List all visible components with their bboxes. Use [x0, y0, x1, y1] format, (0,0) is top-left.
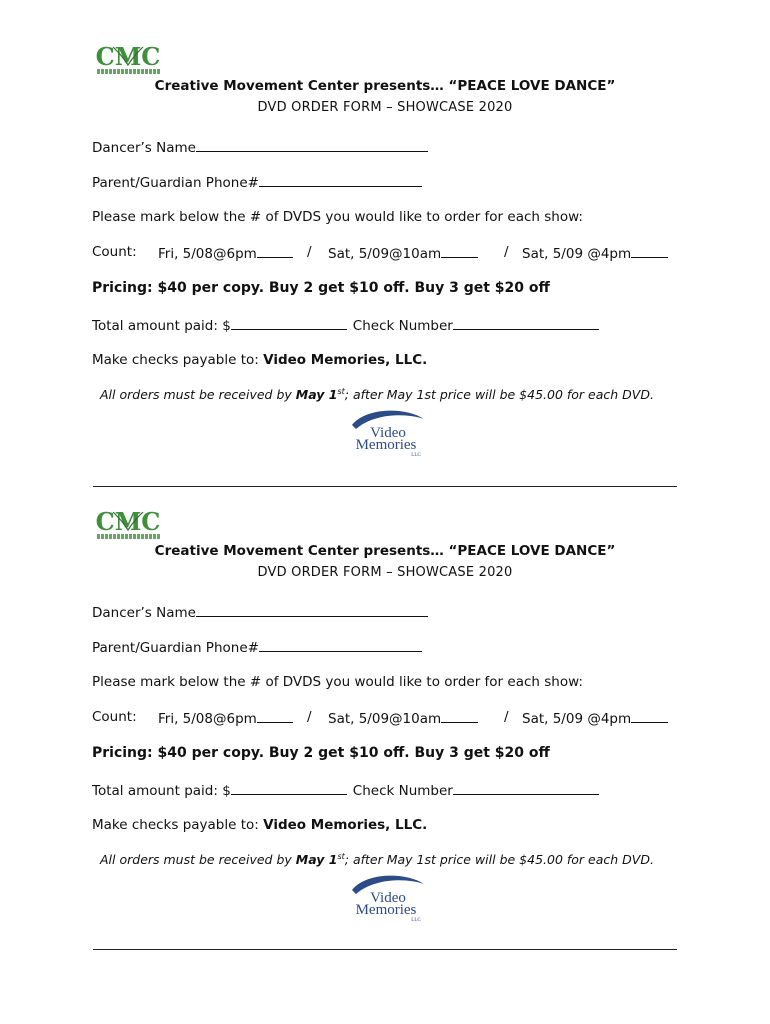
form-subtitle: DVD ORDER FORM – SHOWCASE 2020 — [257, 100, 513, 115]
show-sat-4pm-label: Sat, 5/09 @4pm — [522, 246, 632, 262]
count-label: Count: — [92, 709, 137, 725]
parent-phone-field[interactable] — [259, 638, 422, 652]
count-label: Count: — [92, 244, 137, 260]
cmc-logo-icon — [95, 508, 161, 534]
cut-line-divider — [93, 949, 677, 950]
video-memories-logo — [344, 405, 428, 457]
show-sat-10am-label: Sat, 5/09@10am — [328, 711, 442, 727]
show-fri-6pm-label: Fri, 5/08@6pm — [158, 246, 257, 262]
total-paid-field[interactable] — [231, 781, 347, 795]
separator: / — [504, 709, 509, 725]
show-sat-10am-label: Sat, 5/09@10am — [328, 246, 442, 262]
order-form-bottom — [0, 465, 770, 930]
parent-phone-label: Parent/Guardian Phone# — [92, 175, 259, 191]
cmc-logo — [95, 43, 161, 77]
parent-phone-row — [92, 173, 422, 191]
deadline-date: May 1 — [295, 387, 338, 403]
deadline-note-suffix: ; after May 1st price will be $45.00 for each DVD. — [344, 387, 654, 403]
order-form-top — [0, 0, 770, 465]
total-paid-label: Total amount paid: $ — [92, 318, 231, 334]
count-row — [92, 709, 682, 729]
checks-payee: Video Memories, LLC. — [263, 817, 428, 833]
parent-phone-label: Parent/Guardian Phone# — [92, 640, 259, 656]
show-sat-4pm — [522, 709, 668, 727]
instructions-text: Please mark below the # of DVDS you would like to order for each show: — [92, 674, 583, 690]
show-fri-6pm — [158, 244, 293, 262]
show-sat-4pm-label: Sat, 5/09 @4pm — [522, 711, 632, 727]
show-sat-10am-field[interactable] — [441, 709, 478, 723]
dancer-name-label: Dancer’s Name — [92, 605, 196, 621]
show-sat-4pm-field[interactable] — [631, 244, 668, 258]
form-title: Creative Movement Center presents… “PEACE LOVE DANCE” — [154, 543, 616, 559]
separator: / — [307, 709, 312, 725]
show-fri-6pm — [158, 709, 293, 727]
show-sat-10am — [328, 244, 478, 262]
cmc-logo-subtext — [97, 534, 161, 539]
dancer-name-row — [92, 138, 428, 156]
cmc-logo-icon — [95, 43, 161, 69]
checks-payable-label: Make checks payable to: — [92, 817, 264, 833]
svg-text:CMC: CMC — [95, 43, 161, 69]
cmc-logo-subtext — [97, 69, 161, 74]
show-fri-6pm-field[interactable] — [257, 709, 293, 723]
show-sat-10am — [328, 709, 478, 727]
dancer-name-field[interactable] — [196, 603, 428, 617]
video-memories-logo — [344, 870, 428, 922]
form-title: Creative Movement Center presents… “PEACE LOVE DANCE” — [154, 78, 616, 94]
show-sat-4pm — [522, 244, 668, 262]
dancer-name-label: Dancer’s Name — [92, 140, 196, 156]
svg-text:LLC: LLC — [411, 453, 421, 457]
checks-payable-label: Make checks payable to: — [92, 352, 264, 368]
checks-payee: Video Memories, LLC. — [263, 352, 428, 368]
deadline-note-prefix: All orders must be received by — [100, 852, 296, 868]
cmc-logo — [95, 508, 161, 542]
show-sat-4pm-field[interactable] — [631, 709, 668, 723]
check-number-label: Check Number — [352, 783, 453, 799]
deadline-date-suffix: st — [337, 387, 345, 396]
check-number-field[interactable] — [453, 316, 599, 330]
svg-text:Memories: Memories — [355, 437, 417, 453]
svg-text:Memories: Memories — [355, 902, 417, 918]
svg-text:LLC: LLC — [411, 918, 421, 922]
svg-text:Video: Video — [370, 425, 406, 441]
deadline-date-suffix: st — [337, 852, 345, 861]
form-subtitle: DVD ORDER FORM – SHOWCASE 2020 — [257, 565, 513, 580]
checks-payable-row — [92, 352, 427, 368]
pricing-text: Pricing: $40 per copy. Buy 2 get $10 off. Buy 3 get $20 off — [92, 280, 550, 296]
dancer-name-row — [92, 603, 428, 621]
checks-payable-row — [92, 817, 427, 833]
check-number-label: Check Number — [352, 318, 453, 334]
payment-row — [92, 316, 599, 334]
deadline-note-prefix: All orders must be received by — [100, 387, 296, 403]
separator: / — [504, 244, 509, 260]
pricing-text: Pricing: $40 per copy. Buy 2 get $10 off. Buy 3 get $20 off — [92, 745, 550, 761]
dancer-name-field[interactable] — [196, 138, 428, 152]
deadline-note-suffix: ; after May 1st price will be $45.00 for each DVD. — [344, 852, 654, 868]
check-number-field[interactable] — [453, 781, 599, 795]
show-sat-10am-field[interactable] — [441, 244, 478, 258]
deadline-date: May 1 — [295, 852, 338, 868]
total-paid-field[interactable] — [231, 316, 347, 330]
parent-phone-row — [92, 638, 422, 656]
show-fri-6pm-label: Fri, 5/08@6pm — [158, 711, 257, 727]
payment-row — [92, 781, 599, 799]
instructions-text: Please mark below the # of DVDS you would like to order for each show: — [92, 209, 583, 225]
total-paid-label: Total amount paid: $ — [92, 783, 231, 799]
separator: / — [307, 244, 312, 260]
deadline-note — [100, 387, 654, 402]
count-row — [92, 244, 682, 264]
parent-phone-field[interactable] — [259, 173, 422, 187]
svg-text:CMC: CMC — [95, 508, 161, 534]
svg-text:Video: Video — [370, 890, 406, 906]
show-fri-6pm-field[interactable] — [257, 244, 293, 258]
deadline-note — [100, 852, 654, 867]
